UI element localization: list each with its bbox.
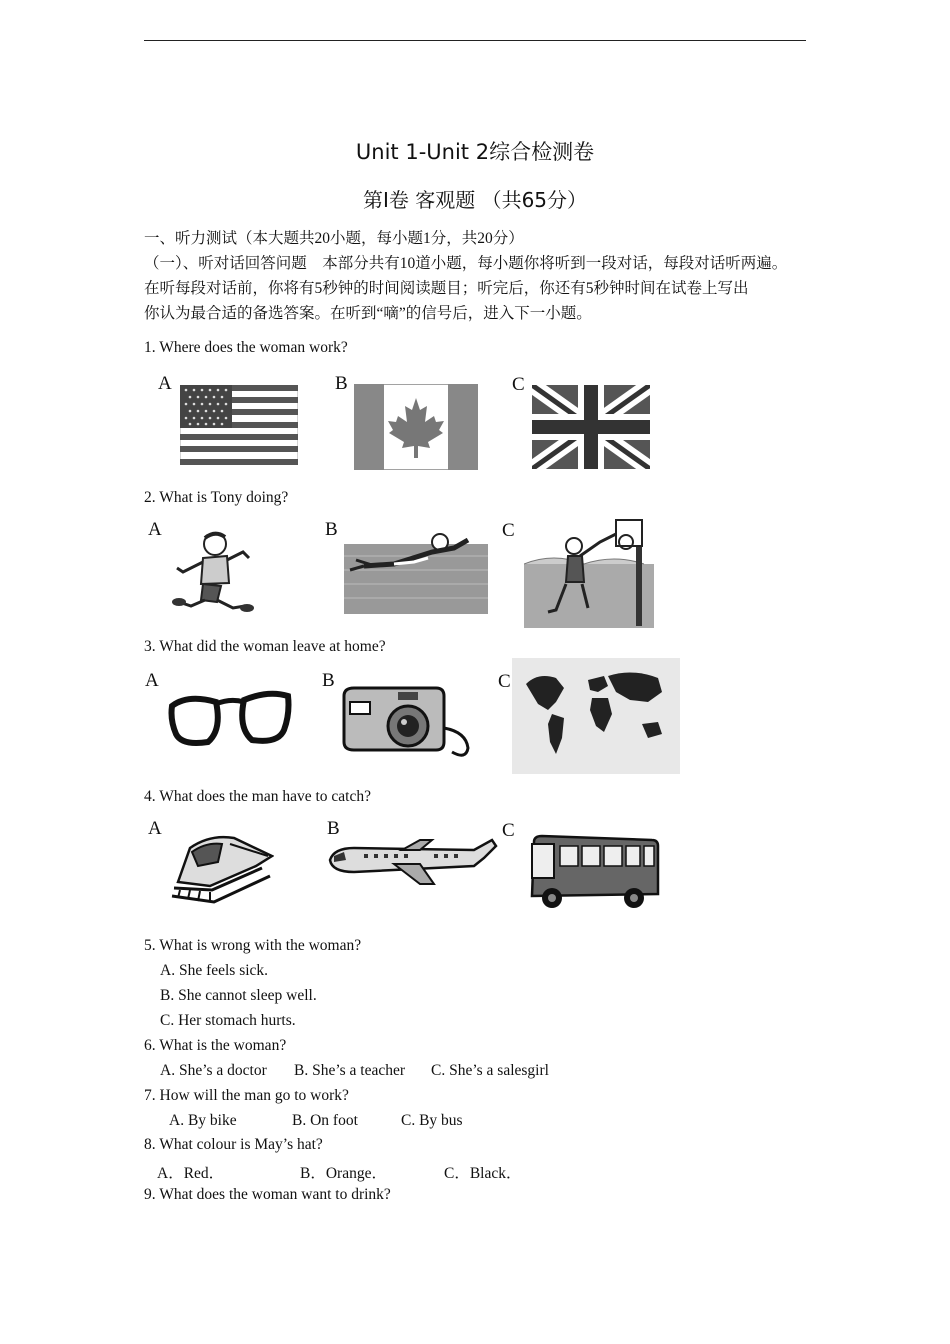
page-title: Unit 1-Unit 2综合检测卷 <box>355 140 595 164</box>
option-letter: B <box>335 373 348 394</box>
question-6: 6. What is the woman? <box>144 1037 287 1054</box>
option-letter: C <box>512 374 525 395</box>
world-map-image <box>512 658 680 774</box>
answer-option: A．Red． <box>157 1165 225 1182</box>
answer-option: C. Her stomach hurts. <box>160 1012 296 1029</box>
instruction-line: 在听每段对话前，你将有5秒钟的时间阅读题目；听完后，你还有5秒钟时间在试卷上写出 <box>144 280 749 297</box>
answer-option: A. By bike <box>169 1112 237 1129</box>
question-1: 1. Where does the woman work? <box>144 339 348 356</box>
instruction-line: 你认为最合适的备选答案。在听到“嘀”的信号后，进入下一小题。 <box>144 305 592 322</box>
answer-option: C. By bus <box>401 1112 463 1129</box>
answer-option: A. She feels sick. <box>160 962 269 979</box>
uk-flag-image <box>532 385 650 469</box>
question-5: 5. What is wrong with the woman? <box>144 937 362 954</box>
glasses-image <box>168 690 292 750</box>
train-image <box>170 826 274 910</box>
bus-image <box>526 834 660 912</box>
answer-option: B. On foot <box>292 1112 358 1129</box>
basketball-image <box>524 516 654 628</box>
option-letter: C <box>498 671 511 692</box>
part-heading: 一、听力测试（本大题共20小题，每小题1分，共20分） <box>144 230 524 247</box>
option-letter: B <box>327 818 340 839</box>
answer-option: B. She cannot sleep well. <box>160 987 317 1004</box>
instruction-line: （一）、听对话回答问题 本部分共有10道小题，每小题你将听到一段对话，每段对话听两遍。 <box>144 255 788 272</box>
option-letter: B <box>322 670 335 691</box>
question-2: 2. What is Tony doing? <box>144 489 289 506</box>
option-letter: A <box>158 373 172 394</box>
usa-flag-image <box>180 385 298 465</box>
question-3: 3. What did the woman leave at home? <box>144 638 386 655</box>
question-4: 4. What does the man have to catch? <box>144 788 371 805</box>
header-rule <box>144 40 806 41</box>
running-boy-image <box>165 528 260 618</box>
option-letter: C <box>502 520 515 541</box>
section-title: 第Ⅰ卷 客观题 （共65分） <box>362 188 588 212</box>
option-letter: B <box>325 519 338 540</box>
airplane-image <box>324 836 502 888</box>
answer-option: C. She’s a salesgirl <box>431 1062 549 1079</box>
question-9: 9. What does the woman want to drink? <box>144 1186 391 1203</box>
question-8: 8. What colour is May’s hat? <box>144 1136 323 1153</box>
canada-flag-image <box>354 384 478 470</box>
answer-option: C．Black． <box>444 1165 522 1182</box>
option-letter: A <box>145 670 159 691</box>
answer-option: A. She’s a doctor <box>160 1062 267 1079</box>
option-letter: A <box>148 519 162 540</box>
swimming-image <box>344 530 488 614</box>
answer-option: B. She’s a teacher <box>294 1062 406 1079</box>
answer-option: B．Orange． <box>300 1165 387 1182</box>
option-letter: C <box>502 820 515 841</box>
option-letter: A <box>148 818 162 839</box>
camera-image <box>340 682 476 762</box>
question-7: 7. How will the man go to work? <box>144 1087 349 1104</box>
